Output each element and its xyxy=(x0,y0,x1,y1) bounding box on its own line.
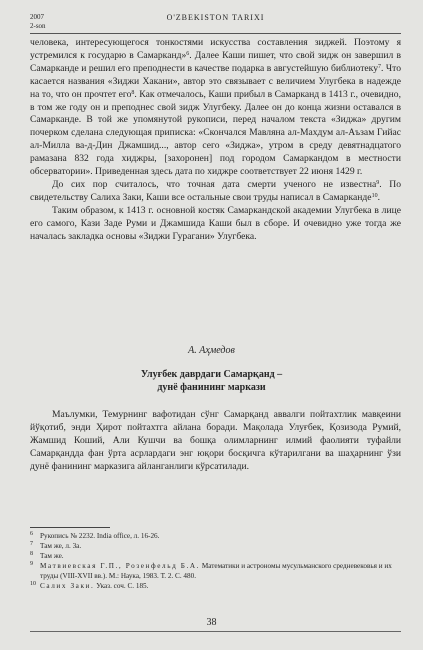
header-year: 2007 xyxy=(30,13,44,21)
summary-title-line-1: Улуғбек даврдаги Самарқанд – xyxy=(140,369,283,380)
footnote-7: $^7$ Там же, л. 3а. xyxy=(30,541,82,550)
journal-title: O'ZBEKISTON TARIXI xyxy=(166,13,265,22)
footnotes xyxy=(30,531,401,591)
summary-paragraph: Маълумки, Темурнинг вафотидан сўнг Самарқанд аввалги пойтахтлик мавқеини йўқотиб, энди Ҳирот пойтахтга айлана боради. Мақолада Улуғбек, Қозизода Румий, Жамшид Коший, Али Кушчи ва бошқа олимларнинг илмий фаолияти туфайли Самарқандда фан ўрта асрлардаги энг юқори босқичга кўтарилгани ва шаҳарнинг ўзи дунё фанининг марказига айланганлиги кўрсатилади. xyxy=(30,409,401,472)
footnote-9: $^9$ Матвиевская Г.П., Розенфельд Б.А. Математики и астрономы мусульманского средневековья и их труды (VIII-XVII вв.). М.: Наука, 1983. Т. 2. С. 480. xyxy=(30,561,392,580)
bottom-rule xyxy=(30,631,401,632)
footnote-ref: 9 xyxy=(376,179,380,186)
article-body xyxy=(30,37,401,244)
paragraph-3: Таким образом, к 1413 г. основной костяк Самаркандской академии Улугбека в лице его самого, Кази Заде Руми и Джамшида Каши был в сборе. И очевидно уже тогда же началась закладка основы «Зиджи Гурагани» Улугбека. xyxy=(30,204,401,242)
footnote-author: Матвиевская Г.П., Розенфельд Б.А. xyxy=(40,562,201,570)
page-number: 38 xyxy=(206,617,217,628)
running-head xyxy=(30,13,401,34)
summary-author: А. Аҳмедов xyxy=(188,345,235,356)
summary-title xyxy=(40,369,383,394)
footnote-ref: 10 xyxy=(371,192,378,199)
footnote-ref: 8 xyxy=(131,89,135,96)
footnote-author: Салих Заки. xyxy=(40,582,95,590)
footnote-ref: 6 xyxy=(186,50,190,57)
paragraph-1: человека, интересующегося тонкостями искусства составления зиджей. Поэтому я устремился к государю в Самарканд»$^6$. Далее Каши пишет, что свой зидж он завершил в Самарканде и решил его преподнести в качестве подарка в августейшую библиотеку$^7$. Что касается названия «Зиджи Хакани», автор это связывает с величием Улугбека в надежде на то, что он прочтет его$^8$. Как отмечалось, Каши прибыл в Самарканд в 1413 г., очевидно, в том же году он и преподнес свой зидж Улугбеку. Далее он до конца жизни оставался в Самарканде. В той же упомянутой рукописи, перед началом текста «Зиджа» другим почерком сделана следующая приписка: «Скончался Мавляна ал-Махдум ал-Аъзам Гийас ал-Милла ва-д-Дин Джамшид..., автор сего «Зиджа», утром в среду девятнадцатого рамазана 832 года хиджры, [захоронен] под городом Самаркандом в местности обсерватории». Приведенная здесь дата по хиджре соответствует 22 июня 1429 г. xyxy=(30,37,401,178)
footnote-8: $^8$ Там же. xyxy=(30,551,64,560)
header-issue: 2-son xyxy=(30,22,46,30)
footnote-divider xyxy=(30,527,110,528)
footnote-10: $^{10}$ Салих Заки. Указ. соч. С. 185. xyxy=(30,581,149,590)
paragraph-2: До сих пор считалось, что точная дата смерти ученого не известна$^9$. По свидетельству Салиха Заки, Каши все остальные свои труды написал в Самарканде$^{10}$. xyxy=(30,178,401,203)
summary-body xyxy=(30,409,401,474)
footnote-6: $^6$ Рукопись № 2232. India office, л. 16-26. xyxy=(30,531,160,540)
footnote-ref: 7 xyxy=(378,63,381,70)
summary-title-line-2: дунё фанининг маркази xyxy=(157,381,266,393)
